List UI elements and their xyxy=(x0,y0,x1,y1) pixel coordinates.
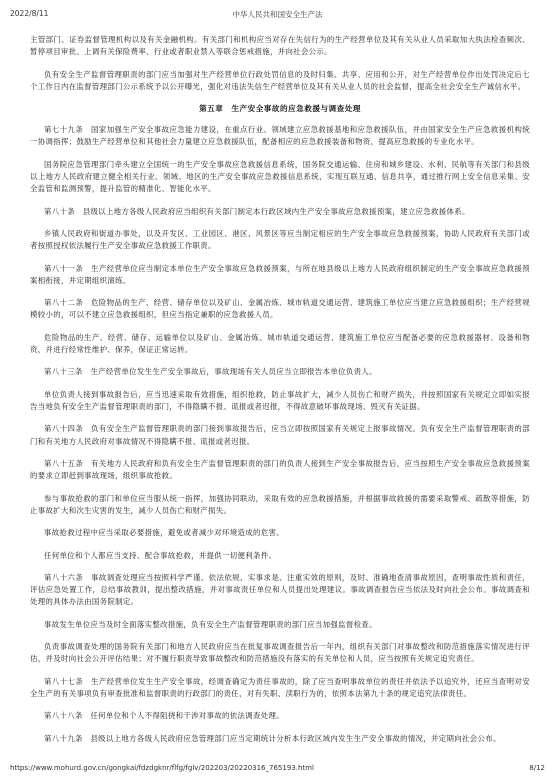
article-paragraph: 危险物品的生产、经营、储存、运输单位以及矿山、金属冶炼、城市轨道交通运营、建筑施工单位应当配备必要的应急救援器材、设备和物资，并进行经常性维护、保养，保证正常运转。 xyxy=(30,332,530,354)
article-paragraph: 第八十二条 危险物品的生产、经营、储存单位以及矿山、金属冶炼、城市轨道交通运营、建筑施工单位应当建立应急救援组织；生产经营规模较小的，可以不建立应急救援组织，但应当指定兼职的应急救援人员。 xyxy=(30,298,530,320)
page-number: 8/12 xyxy=(529,764,545,772)
article-paragraph: 第八十四条 负有安全生产监督管理职责的部门接到事故报告后，应当立即按照国家有关规定上报事故情况。负有安全生产监督管理职责的部门和有关地方人民政府对事故情况不得隐瞒不报、谎报或者迟报。 xyxy=(30,424,530,446)
article-paragraph: 事故抢救过程中应当采取必要措施，避免或者减少对环境造成的危害。 xyxy=(44,528,284,538)
article-paragraph: 第七十九条 国家加强生产安全事故应急能力建设，在重点行业、领域建立应急救援基地和应急救援队伍，并由国家安全生产应急救援机构统一协调指挥；鼓励生产经营单位和其他社会力量建立应急救援队伍，配备相应的应急救援装备和物资，提高应急救援的专业化水平。 xyxy=(30,125,530,147)
article-paragraph: 第八十一条 生产经营单位应当制定本单位生产安全事故应急救援预案，与所在地县级以上地方人民政府组织制定的生产安全事故应急救援预案相衔接，并定期组织演练。 xyxy=(30,263,530,285)
article-paragraph: 乡镇人民政府和街道办事处，以及开发区、工业园区、港区、风景区等应当制定相应的生产安全事故应急救援预案，协助人民政府有关部门或者按照授权依法履行生产安全事故应急救援工作职责。 xyxy=(30,228,530,251)
article-paragraph: 第八十九条 县级以上地方各级人民政府应急管理部门应当定期统计分析本行政区域内发生生产安全事故的情况，并定期向社会公布。 xyxy=(44,733,501,743)
page-title: 中华人民共和国安全生产法 xyxy=(232,10,323,19)
chapter-heading: 第五章 生产安全事故的应急救援与调查处理 xyxy=(199,104,361,114)
article-paragraph: 第八十三条 生产经营单位发生生产安全事故后，事故现场有关人员应当立即报告本单位负责人。 xyxy=(44,367,377,377)
article-paragraph: 负责事故调查处理的国务院有关部门和地方人民政府应当在批复事故调查报告后一年内，组织有关部门对事故整改和防范措施落实情况进行评估，并及时向社会公开评估结果；对不履行职责导致事故整改和防范措施没有落实的有关单位和人员，应当按照有关规定追究责任。 xyxy=(30,642,530,664)
article-paragraph: 事故发生单位应当及时全面落实整改措施，负有安全生产监督管理职责的部门应当加强监督检查。 xyxy=(44,619,377,629)
article-paragraph: 第八十五条 有关地方人民政府和负有安全生产监督管理职责的部门的负责人接到生产安全事故报告后，应当按照生产安全事故应急救援预案的要求立即赶到事故现场，组织事故抢救。 xyxy=(30,458,530,481)
document-body xyxy=(30,34,530,755)
article-paragraph: 第八十七条 生产经营单位发生生产安全事故，经调查确定为责任事故的，除了应当查明事故单位的责任并依法予以追究外，还应当查明对安全生产的有关事项负有审查批准和监督职责的行政部门的责任，对有失职、渎职行为的，依照本法第九十条的规定追究法律责任。 xyxy=(30,676,530,698)
article-paragraph: 任何单位和个人都应当支持、配合事故抢救，并提供一切便利条件。 xyxy=(44,550,277,560)
paragraph: 主管部门、证券监督管理机构以及有关金融机构。有关部门和机构应当对存在失信行为的生产经营单位及其有关从业人员采取加大执法检查频次、暂停项目审批、上调有关保险费率、行业或者职业禁入等联合惩戒措施，并向社会公示。 xyxy=(30,35,530,57)
article-paragraph: 单位负责人接到事故报告后，应当迅速采取有效措施，组织抢救，防止事故扩大，减少人员伤亡和财产损失，并按照国家有关规定立即如实报告当地负有安全生产监督管理职责的部门，不得隐瞒不报、谎报或者迟报，不得故意破坏事故现场、毁灭有关证据。 xyxy=(30,389,530,411)
article-paragraph: 第八十八条 任何单位和个人不得阻挠和干涉对事故的依法调查处理。 xyxy=(44,711,284,721)
paragraph: 负有安全生产监督管理职责的部门应当加强对生产经营单位行政处罚信息的及时归集、共享、应用和公开，对生产经营单位作出处罚决定后七个工作日内在监督管理部门公示系统予以公开曝光，强化对违法失信生产经营单位及其有关从业人员的社会监督，提高全社会安全生产诚信水平。 xyxy=(30,69,530,91)
article-paragraph: 第八十六条 事故调查处理应当按照科学严谨、依法依规、实事求是、注重实效的原则，及时、准确地查清事故原因，查明事故性质和责任，评估应急处置工作，总结事故教训，提出整改措施，并对事故责任单位和人员提出处理建议。事故调查报告应当依法及时向社会公布。事故调查和处理的具体办法由国务院制定。 xyxy=(30,572,530,607)
article-paragraph: 第八十条 县级以上地方各级人民政府应当组织有关部门制定本行政区域内生产安全事故应急救援预案，建立应急救援体系。 xyxy=(44,206,470,216)
article-paragraph: 国务院应急管理部门牵头建立全国统一的生产安全事故应急救援信息系统，国务院交通运输、住房和城乡建设、水利、民航等有关部门和县级以上地方人民政府建立健全相关行业、领域、地区的生产安全事故应急救援信息系统，实现互联互通、信息共享，通过推行网上安全信息采集、安全监管和监测预警，提升监管的精准化、智能化水平。 xyxy=(30,159,530,194)
page-footer xyxy=(10,764,545,776)
source-url[interactable]: https://www.mohurd.gov.cn/gongkai/fdzdgknr/flfg/fglv/202203/20220316_765193.html xyxy=(10,764,314,772)
page-header xyxy=(10,9,545,21)
print-date: 2022/8/11 xyxy=(10,9,49,18)
article-paragraph: 参与事故抢救的部门和单位应当服从统一指挥，加强协同联动，采取有效的应急救援措施，并根据事故救援的需要采取警戒、疏散等措施，防止事故扩大和次生灾害的发生，减少人员伤亡和财产损失。 xyxy=(30,493,530,515)
